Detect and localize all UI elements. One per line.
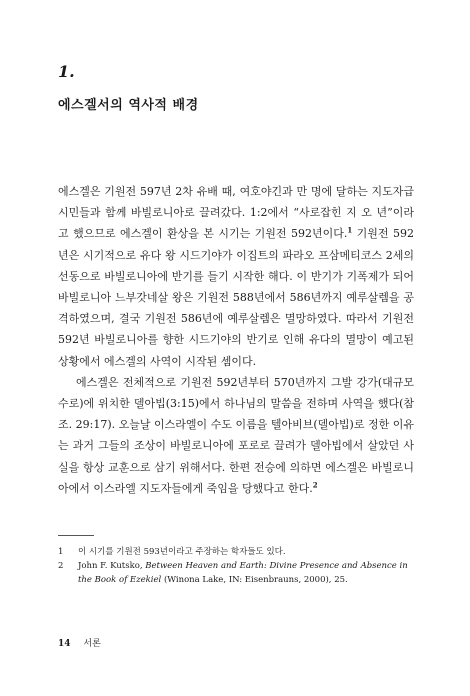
chapter-number: 1. [58, 62, 75, 81]
footnote-2 [58, 559, 418, 587]
footnote-divider [58, 535, 94, 536]
footnote-1 [58, 545, 418, 559]
footnote-text: 이 시기를 기원전 593년이라고 주장하는 학자들도 있다. [78, 547, 286, 557]
paragraph-2 [58, 372, 414, 499]
paragraph-1 [58, 181, 414, 372]
page-footer [58, 636, 101, 649]
citation-author: John F. Kutsko, [78, 561, 146, 571]
footnote-number: 1 [58, 547, 64, 557]
footnote-reference-1[interactable]: 1 [347, 225, 353, 235]
footnote-text [78, 559, 418, 587]
citation-publication: (Winona Lake, IN: Eisenbrauns, 2000), 25. [161, 575, 348, 585]
citation-title: Between Heaven and Earth: Divine Presence and Absence in the Book of Ezekiel [78, 561, 408, 585]
chapter-title: 에스겔서의 역사적 배경 [58, 98, 199, 113]
paragraph-text: 기원전 592년은 시기적으로 유다 왕 시드기야가 이집트의 파라오 프삼메티코스 2세의 선동으로 바빌로니아에 반기를 들기 시작한 해다. 이 반기가 기폭제가 되어 바빌로니아 느부갓네살 왕은 기원전 588년에서 586년까지 예루살렘을 공격하였으며, 결국 기원전 586년에 예루살렘은 멸망하였다. 따라서 기원전 592년 바빌로니아를 향한 시드기야의 반기로 인해 유다의 멸망이 예고된 상황에서 에스겔의 사역이 시작된 셈이다. [58, 227, 414, 368]
running-section-title: 서론 [83, 639, 101, 649]
paragraph-text: 에스겔은 기원전 597년 2차 유배 때, 여호야긴과 만 명에 달하는 지도자급 시민들과 함께 바빌로니아로 끌려갔다. 1:2에서 “사로잡힌 지 오 년”이라고 했으므로 에스겔이 환상을 본 시기는 기원전 592년이다. [58, 185, 414, 241]
footnote-number: 2 [58, 561, 64, 571]
body-text [58, 181, 414, 499]
footnote-reference-2[interactable]: 2 [312, 480, 318, 490]
footnotes [58, 545, 418, 587]
paragraph-text: 에스겔은 전체적으로 기원전 592년부터 570년까지 그발 강가(대규모 수로)에 위치한 델아빕(3:15)에서 하나님의 말씀을 전하며 사역을 했다(참조. 29:17). 오늘날 이스라엘이 수도 이름을 텔아비브(델아빕)로 정한 이유는 과거 그들의 조상이 바빌로니아에 포로로 끌려가 델아빕에서 살았던 사실을 항상 교훈으로 삼기 위해서다. 한편 전승에 의하면 에스겔은 바빌로니아에서 이스라엘 지도자들에게 죽임을 당했다고 한다. [58, 375, 414, 495]
page-number: 14 [58, 639, 71, 649]
